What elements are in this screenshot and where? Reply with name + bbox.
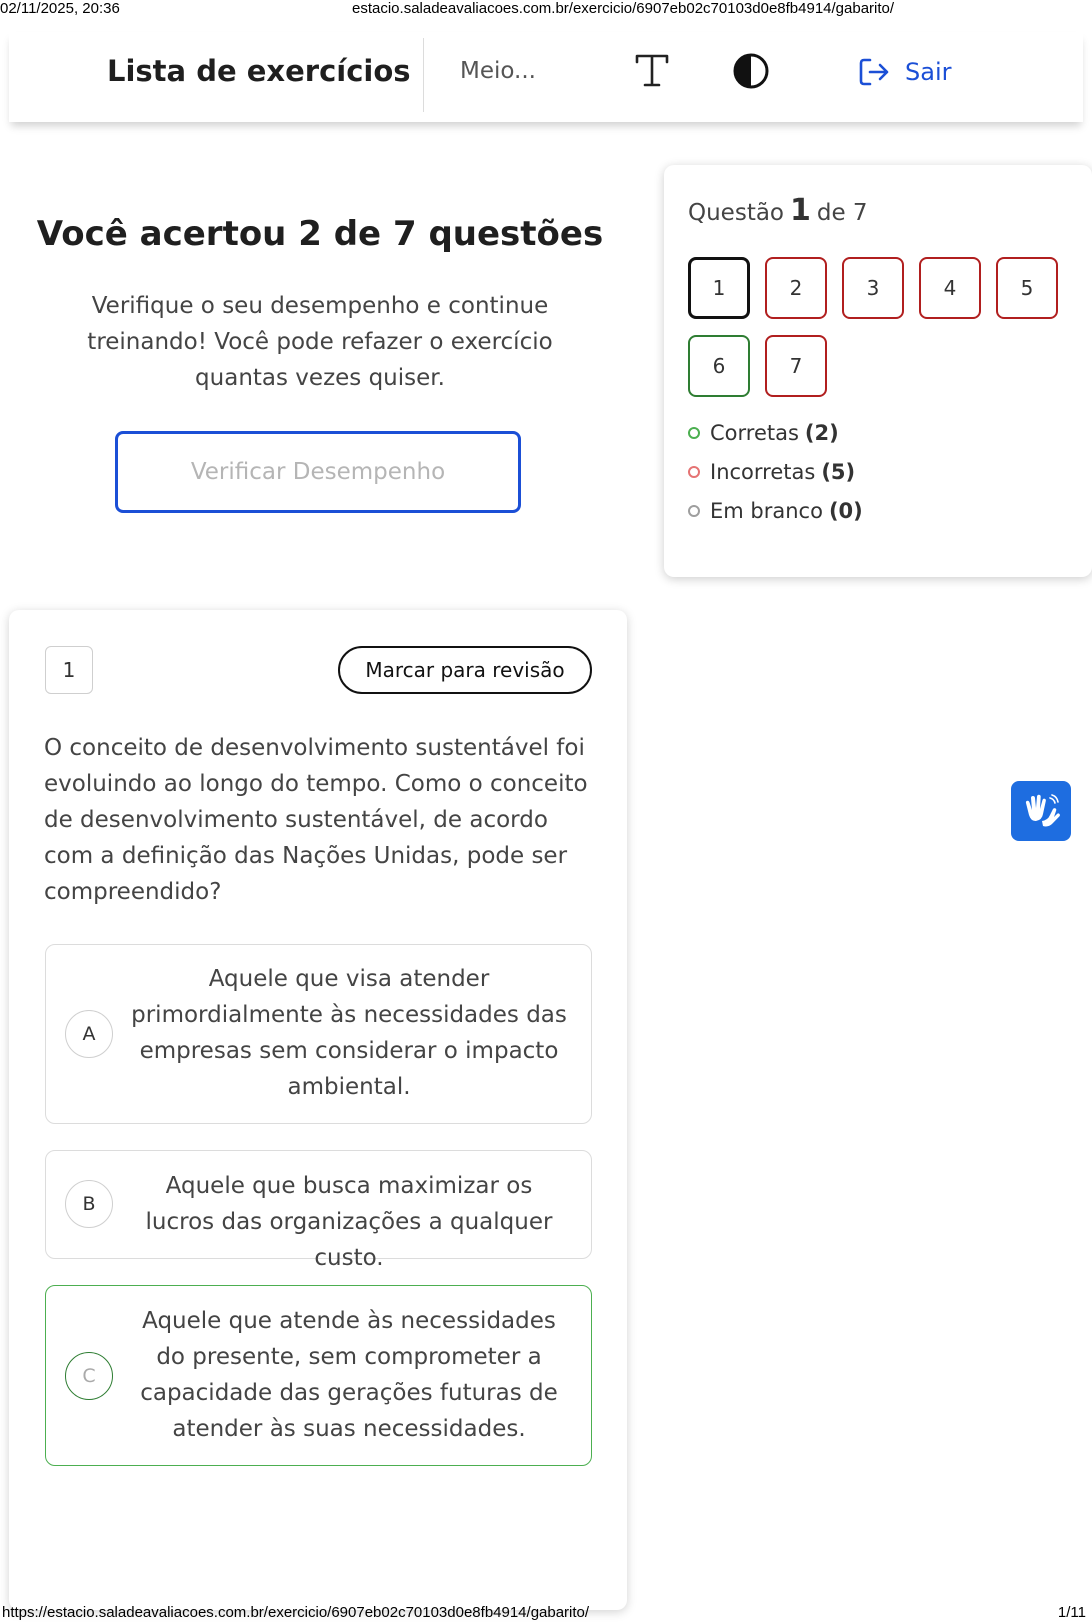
option-c-letter: C: [65, 1352, 113, 1400]
option-c[interactable]: [45, 1285, 592, 1466]
question-number: 1: [45, 646, 93, 694]
result-title: Você acertou 2 de 7 questões: [36, 214, 604, 254]
print-url: estacio.saladeavaliacoes.com.br/exercicio/6907eb02c70103d0e8fb4914/gabarito/: [352, 0, 895, 17]
question-button-4[interactable]: 4: [919, 257, 981, 319]
correct-dot-icon: [688, 427, 700, 439]
print-footer-url: https://estacio.saladeavaliacoes.com.br/exercicio/6907eb02c70103d0e8fb4914/gabarito/: [2, 1604, 590, 1621]
print-page-number: 1/11: [1057, 1604, 1086, 1621]
contrast-icon[interactable]: [732, 52, 770, 90]
sign-language-button[interactable]: [1011, 781, 1071, 841]
legend-correct: [688, 421, 839, 445]
topbar-divider: [423, 38, 424, 112]
sign-language-icon: [1020, 790, 1062, 832]
option-b-letter: B: [65, 1180, 113, 1228]
print-header: [0, 0, 1092, 18]
font-size-icon[interactable]: [633, 50, 671, 90]
legend-blank: [688, 499, 863, 523]
question-navigator: [664, 165, 1092, 577]
print-footer: [0, 1604, 1092, 1622]
question-button-1[interactable]: 1: [688, 257, 750, 319]
question-card: [9, 610, 627, 1610]
verify-performance-button[interactable]: Verificar Desempenho: [115, 431, 521, 513]
option-a[interactable]: [45, 944, 592, 1124]
logout-button[interactable]: [857, 54, 951, 90]
logout-label: Sair: [905, 58, 952, 86]
logout-icon: [857, 55, 891, 89]
legend-blank-label: Em branco: [710, 499, 823, 523]
legend-incorrect-count: (5): [821, 460, 856, 484]
top-bar: [9, 32, 1083, 122]
print-datetime: 02/11/2025, 20:36: [0, 0, 120, 17]
question-button-7[interactable]: 7: [765, 335, 827, 397]
option-b[interactable]: [45, 1150, 592, 1271]
result-text: Verifique o seu desempenho e continue treinando! Você pode refazer o exercício quantas vezes quiser.: [87, 293, 553, 391]
option-a-text: Aquele que visa atender primordialmente às necessidades das empresas sem considerar o impacto ambiental.: [131, 966, 567, 1100]
topbar-subtitle: Meio...: [460, 58, 536, 84]
mark-for-review-button[interactable]: Marcar para revisão: [338, 646, 592, 694]
navigator-suffix: de 7: [816, 200, 868, 226]
option-b-text: Aquele que busca maximizar os lucros das organizações a qualquer custo.: [145, 1173, 553, 1271]
legend-correct-label: Corretas: [710, 421, 799, 445]
question-button-3[interactable]: 3: [842, 257, 904, 319]
legend-correct-count: (2): [804, 421, 839, 445]
navigator-prefix: Questão: [688, 200, 784, 226]
question-text: O conceito de desenvolvimento sustentável foi evoluindo ao longo do tempo. Como o conceito de desenvolvimento sustentável, de acordo com a definição das Nações Unidas, pode ser compreendido?: [44, 735, 588, 905]
navigator-heading: [688, 193, 868, 228]
navigator-current: 1: [790, 193, 811, 228]
question-button-6[interactable]: 6: [688, 335, 750, 397]
legend-incorrect-label: Incorretas: [710, 460, 816, 484]
page-title: Lista de exercícios: [107, 54, 411, 88]
option-c-text: Aquele que atende às necessidades do presente, sem comprometer a capacidade das gerações futuras de atender às suas necessidades.: [140, 1308, 558, 1442]
legend-blank-count: (0): [828, 499, 863, 523]
option-a-letter: A: [65, 1010, 113, 1058]
question-button-2[interactable]: 2: [765, 257, 827, 319]
blank-dot-icon: [688, 505, 700, 517]
question-button-5[interactable]: 5: [996, 257, 1058, 319]
legend-incorrect: [688, 460, 855, 484]
incorrect-dot-icon: [688, 466, 700, 478]
